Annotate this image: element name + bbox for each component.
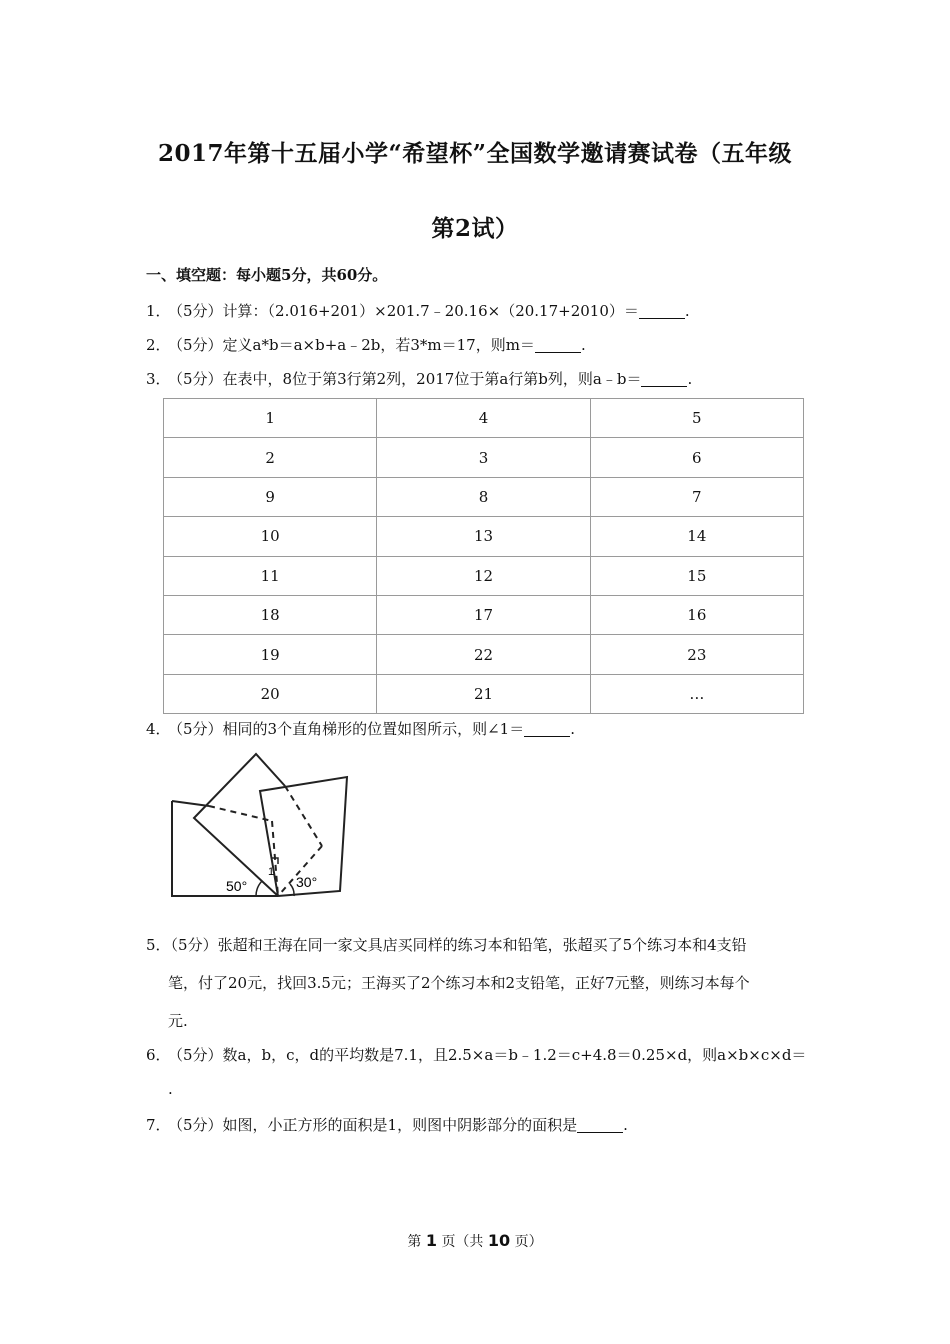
answer-blank [524, 722, 570, 737]
question-end: . [570, 720, 575, 738]
number-table [163, 398, 804, 714]
question-number: 3． [146, 370, 171, 388]
angle-label-50: 50° [226, 878, 248, 894]
table-cell: 17 [377, 595, 590, 634]
table-cell: 6 [590, 438, 803, 477]
question-5-line1: 5．（5分）张超和王海在同一家文具店买同样的练习本和铅笔，张超买了5个练习本和4支铅 [146, 936, 747, 954]
table-row [164, 399, 804, 438]
table-cell: 18 [164, 595, 377, 634]
table-cell: 21 [377, 674, 590, 713]
question-number: 6． [146, 1046, 171, 1064]
page-footer [0, 1231, 950, 1251]
table-cell: 19 [164, 635, 377, 674]
question-7 [146, 1114, 628, 1135]
angle-arc-50 [256, 881, 262, 896]
question-number: 1． [146, 302, 171, 320]
table-cell: 14 [590, 517, 803, 556]
trapezoid-left-top [172, 801, 209, 806]
question-end: . [684, 302, 690, 320]
question-number: 4． [146, 720, 171, 738]
footer-mid: 页（共 [441, 1234, 484, 1250]
table-row [164, 635, 804, 674]
section-heading: 一、填空题：每小题5分，共60分。 [146, 266, 388, 284]
question-end: . [623, 1116, 628, 1134]
question-6-line2: . [168, 1080, 173, 1098]
question-5-line3: 元. [168, 1012, 188, 1030]
table-cell: 4 [377, 399, 590, 438]
table-row [164, 595, 804, 634]
table-row [164, 438, 804, 477]
table-cell: 16 [590, 595, 803, 634]
table-cell: 1 [164, 399, 377, 438]
question-text: （5分）计算：（2.016+201）×201.7﹣20.16×（20.17+2010）＝ [168, 302, 639, 320]
table-row [164, 556, 804, 595]
question-text: （5分）相同的3个直角梯形的位置如图所示，则∠1＝ [168, 720, 525, 738]
trapezoid-figure [164, 748, 364, 903]
footer-post: 页） [514, 1234, 543, 1250]
table-cell: 20 [164, 674, 377, 713]
table-cell: 9 [164, 477, 377, 516]
table-cell: 12 [377, 556, 590, 595]
question-5-line2: 笔，付了20元，找回3.5元；王海买了2个练习本和2支铅笔，正好7元整，则练习本每个 [168, 974, 750, 992]
footer-page: 1 [425, 1231, 437, 1250]
question-2 [146, 334, 586, 355]
question-text: （5分）如图，小正方形的面积是1，则图中阴影部分的面积是 [168, 1116, 578, 1134]
answer-blank [535, 338, 581, 353]
table-cell: … [590, 674, 803, 713]
answer-blank [639, 304, 685, 319]
question-1 [146, 300, 690, 321]
table-cell: 7 [590, 477, 803, 516]
paper-title-line1: 2017年第十五届小学“希望杯”全国数学邀请赛试卷（五年级 [158, 140, 792, 167]
table-cell: 22 [377, 635, 590, 674]
question-text: （5分）定义a*b＝a×b+a﹣2b，若3*m＝17，则m＝ [168, 336, 535, 354]
footer-total: 10 [487, 1231, 511, 1250]
angle-label-30: 30° [296, 874, 318, 890]
question-4 [146, 718, 575, 739]
question-text: （5分）数a，b，c，d的平均数是7.1，且2.5×a＝b﹣1.2＝c+4.8＝0.25×d，则a×b×c×d＝ [168, 1046, 807, 1064]
answer-blank [577, 1118, 623, 1133]
table-cell: 15 [590, 556, 803, 595]
paper-title-line2: 第2试） [431, 215, 519, 242]
footer-pre: 第 [407, 1234, 422, 1250]
table-cell: 11 [164, 556, 377, 595]
table-cell: 10 [164, 517, 377, 556]
question-number: 7． [146, 1116, 171, 1134]
table-cell: 13 [377, 517, 590, 556]
table-cell: 8 [377, 477, 590, 516]
angle-label-1: 1 [268, 866, 275, 878]
trapezoid-middle-hidden-1 [285, 786, 322, 846]
question-end: . [580, 336, 586, 354]
question-text: （5分）在表中，8位于第3行第2列，2017位于第a行第b列，则a﹣b＝ [168, 370, 642, 388]
question-6 [146, 1044, 806, 1065]
table-cell: 3 [377, 438, 590, 477]
table-row [164, 674, 804, 713]
table-row [164, 517, 804, 556]
table-cell: 2 [164, 438, 377, 477]
table-cell: 23 [590, 635, 803, 674]
question-number: 2． [146, 336, 171, 354]
table-row [164, 477, 804, 516]
table-cell: 5 [590, 399, 803, 438]
question-end: . [687, 370, 693, 388]
answer-blank [641, 372, 687, 387]
question-3 [146, 368, 692, 389]
